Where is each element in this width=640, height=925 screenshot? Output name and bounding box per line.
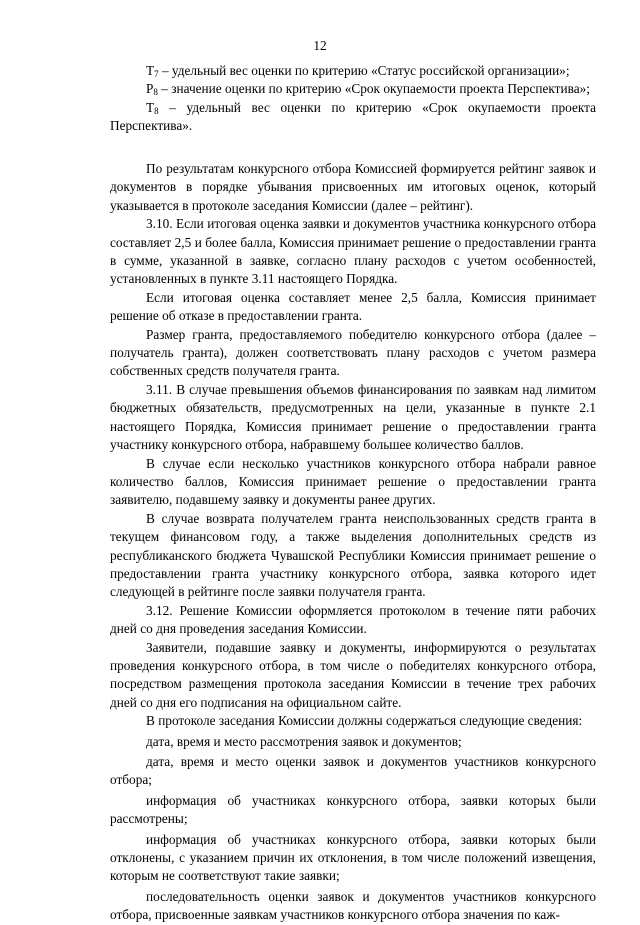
- definition-t8: $T_8$ – удельный вес оценки по критерию «Срок окупаемости проекта Перспектива».: [110, 99, 596, 134]
- list-item-review-date: дата, время и место рассмотрения заявок и документов;: [146, 733, 462, 749]
- paragraph-rating: По результатам конкурсного отбора Комиссией формируется рейтинг заявок и документов в порядке убывания присвоенных им итоговых оценок, который указывается в протоколе заседания Комиссии (далее – рейтинг).: [110, 161, 596, 213]
- paragraph-3-10: 3.10. Если итоговая оценка заявки и документов участника конкурсного отбора составляет 2,5 и более балла, Комиссия принимает решение о предоставлении гранта в сумме, указанной в заявке, согласно плану расходов с учетом особенностей, установленных в пункте 3.11 настоящего Порядка.: [110, 216, 596, 287]
- body-text: [110, 160, 596, 925]
- paragraph-equal-points: В случае если несколько участников конкурсного отбора набрали равное количество баллов, Комиссия принимает решение о предоставлении гранта заявителю, подавшему заявку и документы ранее других.: [110, 455, 596, 508]
- list-item-rejected-participants: информация об участниках конкурсного отбора, заявки которых были отклонены, с указанием причин их отклонения, в том числе положений извещения, которым не соответствуют такие заявки;: [110, 831, 596, 884]
- paragraph-3-12: 3.12. Решение Комиссии оформляется протоколом в течение пяти рабочих дней со дня проведения заседания Комиссии.: [110, 602, 596, 637]
- list-item-evaluation-date: дата, время и место оценки заявок и документов участников конкурсного отбора;: [110, 754, 596, 788]
- list-item-evaluation-sequence: последовательность оценки заявок и документов участников конкурсного отбора, присвоенные заявкам участников конкурсного отбора значения по каж-: [110, 888, 596, 923]
- paragraph-grant-return: В случае возврата получателем гранта неиспользованных средств гранта в текущем финансовом году, а также выделения дополнительных средств из республиканского бюджета Чувашской Республики Комиссия принимает решение о предоставлении гранта участнику конкурсного отбора, заявка которого идет следующей в рейтинге после заявки получателя гранта.: [110, 510, 596, 600]
- definitions-block: [110, 62, 596, 136]
- paragraph-protocol-contents: В протоколе заседания Комиссии должны содержаться следующие сведения:: [146, 713, 583, 729]
- paragraph-grant-size: Размер гранта, предоставляемого победителю конкурсного отбора (далее – получатель гранта), должен соответствовать плану расходов с учетом размера собственных средств получателя гранта.: [110, 326, 596, 379]
- definition-t7: $T_7$ – удельный вес оценки по критерию «Статус российской организации»;: [146, 63, 570, 79]
- paragraph-refusal: Если итоговая оценка составляет менее 2,5 балла, Комиссия принимает решение об отказе в предоставлении гранта.: [110, 289, 596, 324]
- list-item-reviewed-participants: информация об участниках конкурсного отбора, заявки которых были рассмотрены;: [110, 792, 596, 827]
- paragraph-applicants-informed: Заявители, подавшие заявку и документы, информируются о результатах проведения конкурсного отбора, в том числе о победителях конкурсного отбора, посредством размещения протокола заседания Комиссии в течение трех рабочих дней со дня его подписания на официальном сайте.: [110, 639, 596, 710]
- definition-p8: $P_8$ – значение оценки по критерию «Срок окупаемости проекта Перспектива»;: [146, 81, 590, 98]
- paragraph-3-11: 3.11. В случае превышения объемов финансирования по заявкам над лимитом бюджетных обязательств, предусмотренных на цели, указанные в пункте 2.1 настоящего Порядка, Комиссия принимает решение о предоставлении гранта участнику конкурсного отбора, набравшему большее количество баллов.: [110, 381, 596, 453]
- page-number: 12: [313, 38, 327, 53]
